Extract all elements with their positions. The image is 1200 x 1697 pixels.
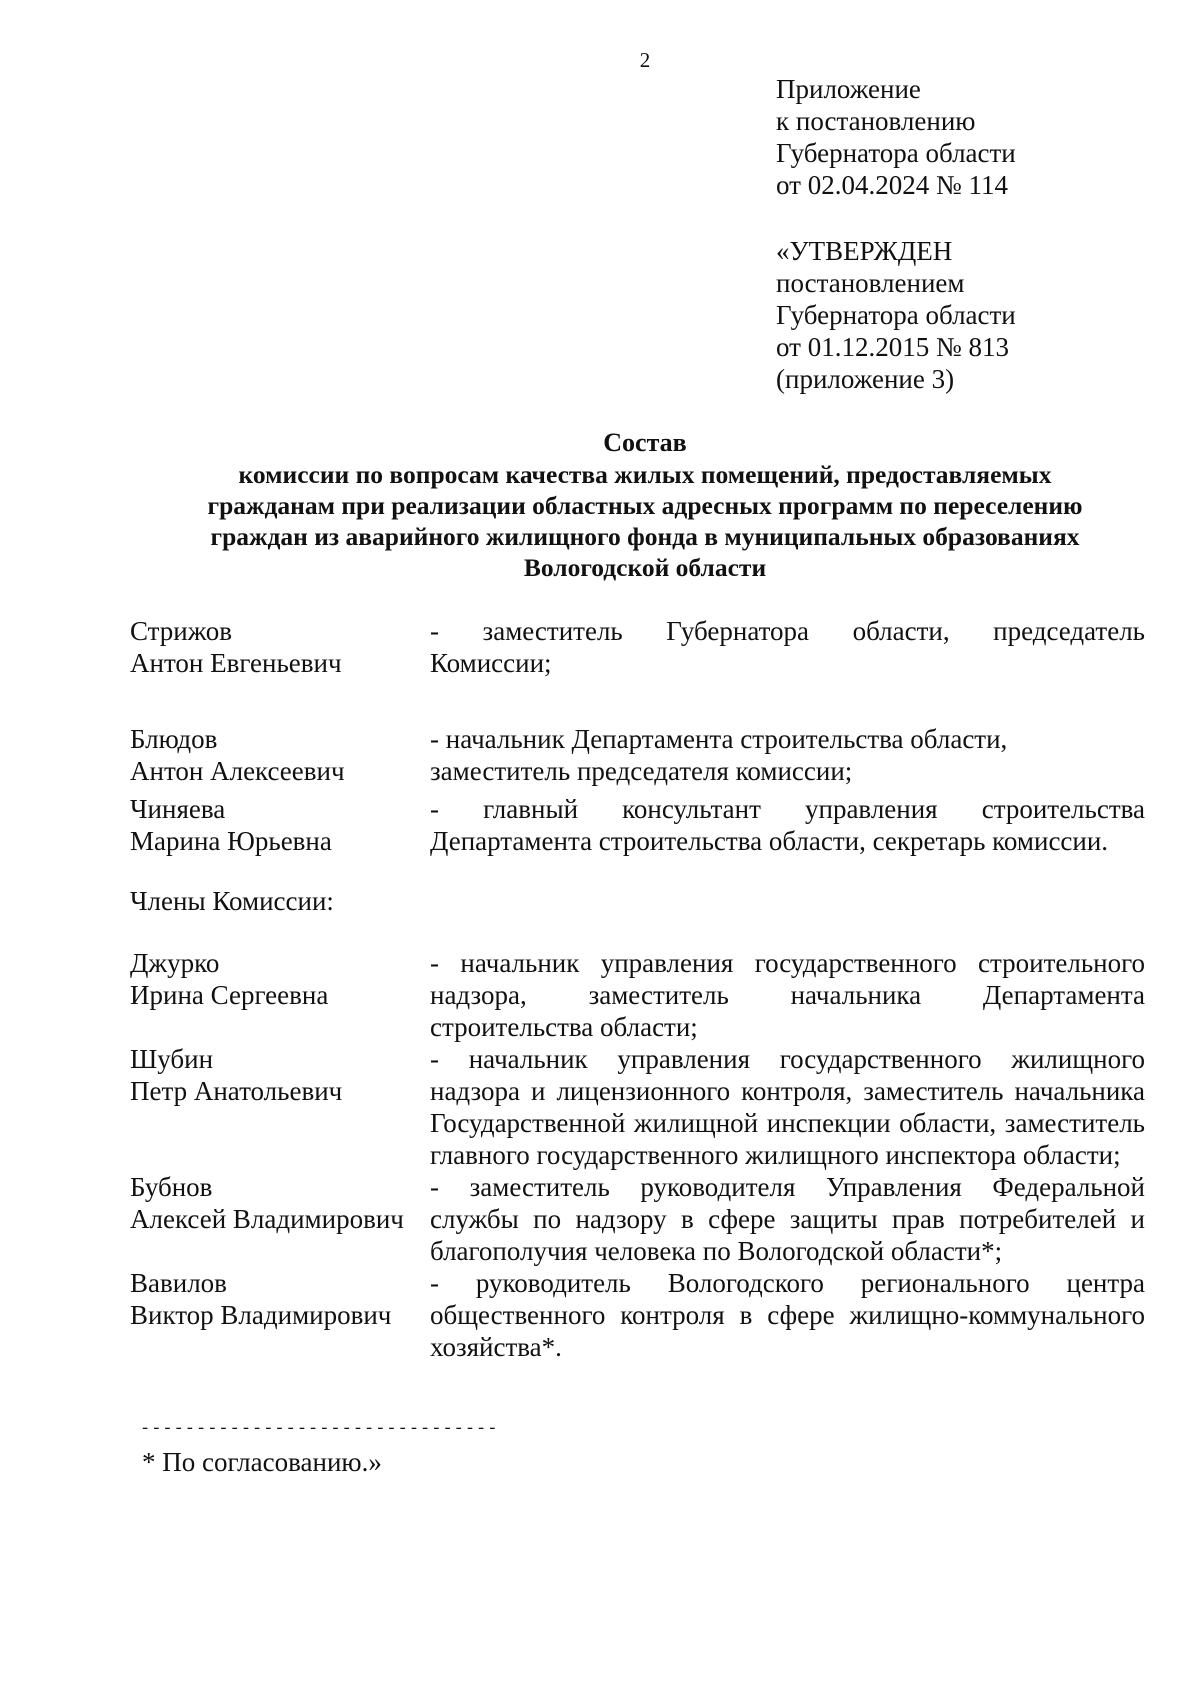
person-role: - начальник управления государственного строительного надзора, заместитель начальника Департамента строительства области; — [430, 948, 1145, 1042]
person-name — [130, 615, 430, 679]
title-main: Состав — [603, 428, 687, 457]
commission-roster — [130, 615, 1152, 1363]
approval-line: Губернатора области — [776, 300, 1016, 330]
person-given-names: Антон Евгеньевич — [130, 648, 342, 678]
title-line: граждан из аварийного жилищного фонда в муниципальных образованиях — [210, 522, 1080, 551]
footnote: * По согласованию.» — [142, 1447, 382, 1477]
appendix-line: Губернатора области — [776, 138, 1016, 168]
appendix-line: Приложение — [776, 74, 921, 104]
person-name — [130, 723, 430, 787]
person-surname: Блюдов — [130, 724, 218, 754]
person-role: - заместитель руководителя Управления Федеральной службы по надзору в сфере защиты прав потребителей и благополучия человека по Вологодской области*; — [430, 1172, 1145, 1266]
person-surname: Чиняева — [130, 794, 226, 824]
person-surname: Вавилов — [130, 1268, 227, 1298]
person-role: - главный консультант управления строительства Департамента строительства области, секретарь комиссии. — [430, 794, 1152, 856]
person-given-names: Антон Алексеевич — [130, 756, 345, 786]
page-number: 2 — [639, 48, 651, 72]
roster-entry-secretary — [130, 793, 1152, 857]
title-line: комиссии по вопросам качества жилых помещений, предоставляемых — [238, 460, 1052, 489]
person-role: - начальник Департамента строительства области, заместитель председателя комиссии; — [430, 724, 1008, 786]
document-title — [130, 427, 1160, 583]
title-line: Вологодской области — [523, 553, 767, 582]
person-given-names: Петр Анатольевич — [130, 1076, 343, 1106]
roster-entry-chairman — [130, 615, 1152, 679]
approval-reference — [776, 235, 1176, 395]
appendix-line: к постановлению — [776, 106, 976, 136]
roster-entry-member — [130, 947, 1145, 1043]
person-name — [130, 947, 430, 1011]
person-given-names: Марина Юрьевна — [130, 826, 332, 856]
person-name — [130, 793, 430, 857]
approval-line: «УТВЕРЖДЕН — [776, 236, 953, 266]
appendix-reference — [776, 73, 1176, 201]
person-given-names: Алексей Владимирович — [130, 1204, 404, 1234]
person-surname: Джурко — [130, 948, 220, 978]
person-role: - начальник управления государственного жилищного надзора и лицензионного контроля, заместитель начальника Государственной жилищной инспекции области, заместитель главного государственного жилищного инспектора области; — [430, 1044, 1145, 1170]
person-role: - руководитель Вологодского регионального центра общественного контроля в сфере жилищно-коммунального хозяйства*. — [430, 1268, 1145, 1362]
roster-entry-deputy-chairman — [130, 723, 1145, 787]
roster-entry-member — [130, 1171, 1145, 1267]
person-name — [130, 1043, 430, 1107]
person-role: - заместитель Губернатора области, председатель Комиссии; — [430, 616, 1152, 678]
person-surname: Шубин — [130, 1044, 214, 1074]
appendix-line: от 02.04.2024 № 114 — [776, 170, 1008, 200]
approval-line: постановлением — [776, 268, 965, 298]
person-surname: Бубнов — [130, 1172, 213, 1202]
approval-line: от 01.12.2015 № 813 — [776, 332, 1009, 362]
person-name — [130, 1267, 430, 1331]
person-given-names: Ирина Сергеевна — [130, 980, 329, 1010]
title-line: гражданам при реализации областных адресных программ по переселению — [207, 491, 1083, 520]
person-surname: Стрижов — [130, 616, 232, 646]
roster-entry-member — [130, 1267, 1145, 1363]
footnote-separator: -------------------------------- — [140, 1420, 499, 1439]
approval-line: (приложение 3) — [776, 364, 955, 394]
person-name — [130, 1171, 430, 1235]
person-given-names: Виктор Владимирович — [130, 1300, 392, 1330]
roster-entry-member — [130, 1043, 1145, 1171]
members-heading: Члены Комиссии: — [130, 886, 334, 916]
